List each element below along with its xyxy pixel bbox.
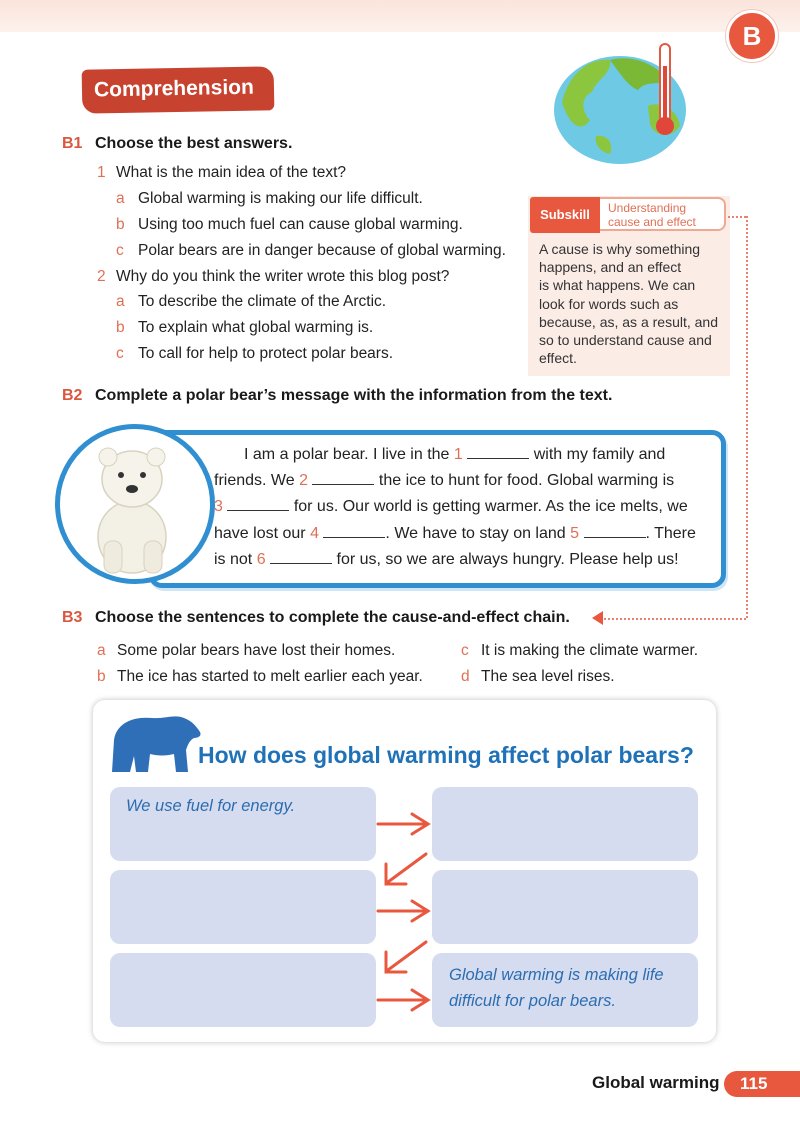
subskill-line: because, as, as a result, and [539,313,718,330]
blank-3[interactable] [227,496,289,511]
arrow-down-left-icon [380,938,430,976]
message-part: the ice to hunt for food. Global warming is [378,472,675,490]
q1-option-a-letter: a [116,190,125,207]
q2-option-c[interactable]: To call for help to protect polar bears. [138,345,394,362]
globe-thermometer-icon [552,40,692,166]
message-part: for us, so we are always hungry. Please help us! [336,550,679,568]
b1-label: B1 [62,135,83,152]
message-text [214,442,710,573]
message-line [214,521,710,547]
arrow-right-icon [376,897,432,925]
subskill-line: is what happens. We can [539,277,696,294]
b3-instruction: Choose the sentences to complete the cause-and-effect chain. [95,609,570,626]
message-line [214,468,710,494]
banner-title: Comprehension [93,75,255,102]
b3-option-c-letter: c [461,642,469,659]
chain-box-2[interactable] [432,787,698,861]
q2-text: Why do you think the writer wrote this blog post? [116,268,450,285]
polar-bear-icon [60,429,210,579]
chain-title: How does global warming affect polar bears? [198,742,694,768]
subskill-line: so to understand cause and [539,332,712,349]
message-line [214,442,710,468]
q2-option-a-letter: a [116,293,125,310]
q2-option-b[interactable]: To explain what global warming is. [138,319,374,336]
b3-option-b[interactable]: The ice has started to melt earlier each year. [117,668,423,685]
pointer-arrow-icon [592,611,603,625]
message-part: with my family and [533,446,666,463]
blank-number: 5 [570,524,580,542]
message-line [214,547,710,573]
message-part: . We have to stay on land [385,524,566,542]
b2-label: B2 [62,387,83,404]
b3-option-a[interactable]: Some polar bears have lost their homes. [117,642,396,659]
q1-text: What is the main idea of the text? [116,164,347,181]
subskill-tab: Subskill [530,197,600,233]
b2-instruction: Complete a polar bear’s message with the information from the text. [95,387,613,404]
b3-option-c[interactable]: It is making the climate warmer. [481,642,699,659]
b3-option-d-letter: d [461,668,470,685]
subskill-line: effect. [539,350,577,367]
footer-title: Global warming [592,1073,720,1092]
blank-4[interactable] [323,523,385,538]
bear-silhouette-icon [108,710,204,774]
chain-box-3[interactable] [110,870,376,944]
q2-option-b-letter: b [116,319,125,336]
blank-number: 3 [214,498,223,516]
message-part: friends. We [214,472,295,490]
b1-instruction: Choose the best answers. [95,135,293,152]
subskill-line: happens, and an effect [539,259,682,276]
chain-end-text [449,962,664,1014]
blank-number: 6 [256,550,266,568]
chain-end-line: difficult for polar bears. [449,992,616,1010]
section-badge: B [726,10,778,62]
message-part: have lost our [214,524,306,542]
b3-option-d[interactable]: The sea level rises. [481,668,615,685]
q1-option-b-letter: b [116,216,125,233]
q2-option-c-letter: c [116,345,124,362]
blank-1[interactable] [467,444,529,459]
page-number: 115 [724,1071,800,1097]
q1-option-c[interactable]: Polar bears are in danger because of global warming. [138,242,506,259]
subskill-heading-line2: cause and effect [608,215,696,229]
chain-box-4[interactable] [432,870,698,944]
blank-2[interactable] [312,470,374,485]
dotted-connector [746,216,748,618]
b3-option-a-letter: a [97,642,106,659]
q2-option-a[interactable]: To describe the climate of the Arctic. [138,293,387,310]
q2-number: 2 [97,268,106,285]
blank-6[interactable] [270,549,332,564]
subskill-heading-line1: Understanding [608,201,687,215]
b3-label: B3 [62,609,83,626]
arrow-right-icon [376,986,432,1014]
q1-option-a[interactable]: Global warming is making our life difficult. [138,190,423,207]
chain-box-5[interactable] [110,953,376,1027]
blank-5[interactable] [584,523,646,538]
subskill-line: A cause is why something [539,241,701,257]
chain-end-line: Global warming is making life [449,966,664,984]
arrow-right-icon [376,810,432,838]
subskill-heading [600,197,726,231]
top-band [0,0,800,32]
arrow-down-left-icon [380,850,430,888]
message-part: for us. Our world is getting warmer. As the ice melts, we [293,498,688,516]
blank-number: 2 [299,472,308,490]
q1-option-c-letter: c [116,242,124,259]
subskill-body [539,240,725,367]
q1-number: 1 [97,164,106,181]
polar-bear-frame [55,424,215,584]
blank-number: 1 [453,446,463,463]
dotted-connector [604,618,746,620]
message-part: is not [214,550,253,568]
subskill-line: look for words such as [539,295,679,312]
message-part: I am a polar bear. I live in the [244,446,450,463]
comprehension-banner [82,66,275,113]
message-line [214,494,710,520]
message-part: . There [645,524,696,542]
b3-option-b-letter: b [97,668,106,685]
chain-start-text: We use fuel for energy. [126,797,296,815]
q1-option-b[interactable]: Using too much fuel can cause global warming. [138,216,463,233]
dotted-connector [728,216,746,218]
blank-number: 4 [310,524,319,542]
